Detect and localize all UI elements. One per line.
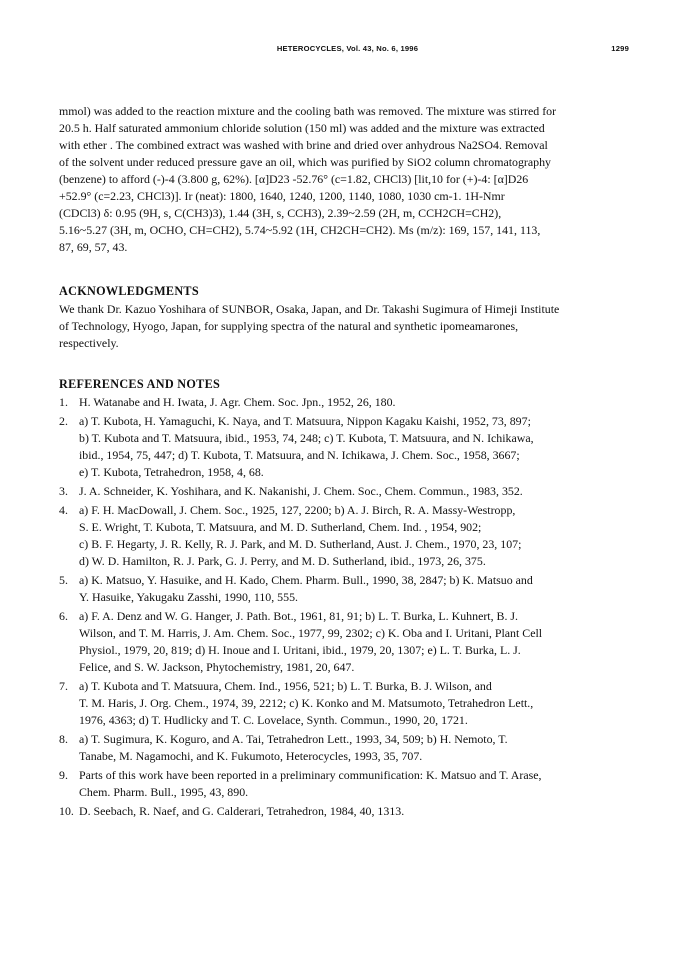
page-number: 1299 (611, 44, 629, 53)
reference-line: T. M. Haris, J. Org. Chem., 1974, 39, 2212; c) K. Konko and M. Matsumoto, Tetrahedron Lett., (79, 696, 534, 710)
reference-item (59, 394, 639, 411)
text-line: of the solvent under reduced pressure gave an oil, which was purified by SiO2 column chromatography (59, 155, 552, 169)
reference-text (79, 413, 639, 481)
acknowledgments-paragraph (59, 301, 639, 352)
reference-number: 3. (59, 484, 68, 498)
reference-text (79, 394, 639, 411)
text-line: 20.5 h. Half saturated ammonium chloride solution (150 ml) was added and the mixture was extracted (59, 121, 545, 135)
running-head-journal: HETEROCYCLES, Vol. 43, No. 6, 1996 (276, 44, 419, 53)
reference-text (79, 483, 639, 500)
reference-text (79, 803, 639, 820)
article-body (59, 103, 639, 822)
reference-number: 8. (59, 732, 68, 746)
reference-item (59, 678, 639, 729)
text-line: of Technology, Hyogo, Japan, for supplying spectra of the natural and synthetic ipomeamarones, (59, 319, 519, 333)
text-line: 87, 69, 57, 43. (59, 240, 128, 254)
reference-line: a) T. Sugimura, K. Koguro, and A. Tai, Tetrahedron Lett., 1993, 34, 509; b) H. Nemoto, T. (79, 732, 508, 746)
reference-text (79, 572, 639, 606)
reference-text (79, 767, 639, 801)
reference-line: a) T. Kubota and T. Matsuura, Chem. Ind., 1956, 521; b) L. T. Burka, B. J. Wilson, and (79, 679, 492, 693)
text-line: mmol) was added to the reaction mixture and the cooling bath was removed. The mixture was stirred for (59, 104, 557, 118)
reference-line: ibid., 1954, 75, 447; d) T. Kubota, T. Matsuura, and N. Ichikawa, J. Chem. Soc., 1958, 3667; (79, 448, 520, 462)
reference-line: d) W. D. Hamilton, R. J. Park, G. J. Perry, and M. D. Sutherland, ibid., 1973, 26, 375. (79, 554, 486, 568)
experimental-paragraph (59, 103, 639, 256)
reference-item (59, 572, 639, 606)
reference-number: 5. (59, 573, 68, 587)
text-line: respectively. (59, 336, 119, 350)
reference-line: S. E. Wright, T. Kubota, T. Matsuura, and M. D. Sutherland, Chem. Ind. , 1954, 902; (79, 520, 482, 534)
reference-line: 1976, 4363; d) T. Hudlicky and T. C. Lovelace, Synth. Commun., 1990, 20, 1721. (79, 713, 468, 727)
reference-number: 10. (59, 804, 74, 818)
reference-line: D. Seebach, R. Naef, and G. Calderari, Tetrahedron, 1984, 40, 1313. (79, 804, 405, 818)
text-line: (CDCl3) δ: 0.95 (9H, s, C(CH3)3), 1.44 (3H, s, CCH3), 2.39~2.59 (2H, m, CCH2CH=CH2), (59, 206, 502, 220)
acknowledgments-heading: ACKNOWLEDGMENTS (59, 284, 199, 298)
reference-item (59, 413, 639, 481)
reference-line: a) K. Matsuo, Y. Hasuike, and H. Kado, Chem. Pharm. Bull., 1990, 38, 2847; b) K. Matsuo and (79, 573, 533, 587)
reference-line: a) T. Kubota, H. Yamaguchi, K. Naya, and T. Matsuura, Nippon Kagaku Kaishi, 1952, 73, 897; (79, 414, 531, 428)
reference-number: 9. (59, 768, 68, 782)
reference-number: 6. (59, 609, 68, 623)
text-line: with ether . The combined extract was washed with brine and dried over anhydrous Na2SO4. Removal (59, 138, 548, 152)
reference-line: Y. Hasuike, Yakugaku Zasshi, 1990, 110, 555. (79, 590, 298, 604)
reference-text (79, 678, 639, 729)
reference-number: 7. (59, 679, 68, 693)
reference-item (59, 731, 639, 765)
text-line: +52.9° (c=2.23, CHCl3)]. Ir (neat): 1800, 1640, 1240, 1200, 1140, 1080, 1030 cm-1. 1H-Nmr (59, 189, 505, 203)
text-line: (benzene) to afford (-)-4 (3.800 g, 62%). [α]D23 -52.76° (c=1.82, CHCl3) [lit,10 for (+)-4: [α]D26 (59, 172, 529, 186)
reference-number: 2. (59, 414, 68, 428)
reference-number: 4. (59, 503, 68, 517)
text-line: 5.16~5.27 (3H, m, OCHO, CH=CH2), 5.74~5.92 (1H, CH2CH=CH2). Ms (m/z): 169, 157, 141, 113, (59, 223, 541, 237)
reference-line: Felice, and S. W. Jackson, Phytochemistry, 1981, 20, 647. (79, 660, 355, 674)
reference-line: H. Watanabe and H. Iwata, J. Agr. Chem. Soc. Jpn., 1952, 26, 180. (79, 395, 396, 409)
reference-item (59, 803, 639, 820)
reference-line: Chem. Pharm. Bull., 1995, 43, 890. (79, 785, 249, 799)
reference-line: c) B. F. Hegarty, J. R. Kelly, R. J. Park, and M. D. Sutherland, Aust. J. Chem., 1970, 23, 107; (79, 537, 522, 551)
reference-item (59, 608, 639, 676)
references-heading: REFERENCES AND NOTES (59, 377, 221, 391)
reference-item (59, 767, 639, 801)
reference-line: Physiol., 1979, 20, 819; d) H. Inoue and I. Uritani, ibid., 1979, 20, 1307; e) L. T. Burka, L. J. (79, 643, 521, 657)
reference-number: 1. (59, 395, 68, 409)
reference-text (79, 608, 639, 676)
reference-line: Wilson, and T. M. Harris, J. Am. Chem. Soc., 1977, 99, 2302; c) K. Oba and I. Uritani, Plant Cell (79, 626, 543, 640)
reference-line: e) T. Kubota, Tetrahedron, 1958, 4, 68. (79, 465, 264, 479)
reference-item (59, 483, 639, 500)
reference-text (79, 502, 639, 570)
reference-line: Parts of this work have been reported in a preliminary communification: K. Matsuo and T. Arase, (79, 768, 542, 782)
reference-line: a) F. H. MacDowall, J. Chem. Soc., 1925, 127, 2200; b) A. J. Birch, R. A. Massy-Westropp, (79, 503, 516, 517)
reference-text (79, 731, 639, 765)
reference-item (59, 502, 639, 570)
references-list (59, 394, 639, 820)
reference-line: J. A. Schneider, K. Yoshihara, and K. Nakanishi, J. Chem. Soc., Chem. Commun., 1983, 352. (79, 484, 523, 498)
reference-line: Tanabe, M. Nagamochi, and K. Fukumoto, Heterocycles, 1993, 35, 707. (79, 749, 423, 763)
reference-line: b) T. Kubota and T. Matsuura, ibid., 1953, 74, 248; c) T. Kubota, T. Matsuura, and N. Ichikawa, (79, 431, 534, 445)
text-line: We thank Dr. Kazuo Yoshihara of SUNBOR, Osaka, Japan, and Dr. Takashi Sugimura of Himeji Institute (59, 302, 560, 316)
reference-line: a) F. A. Denz and W. G. Hanger, J. Path. Bot., 1961, 81, 91; b) L. T. Burka, L. Kuhnert, B. J. (79, 609, 519, 623)
